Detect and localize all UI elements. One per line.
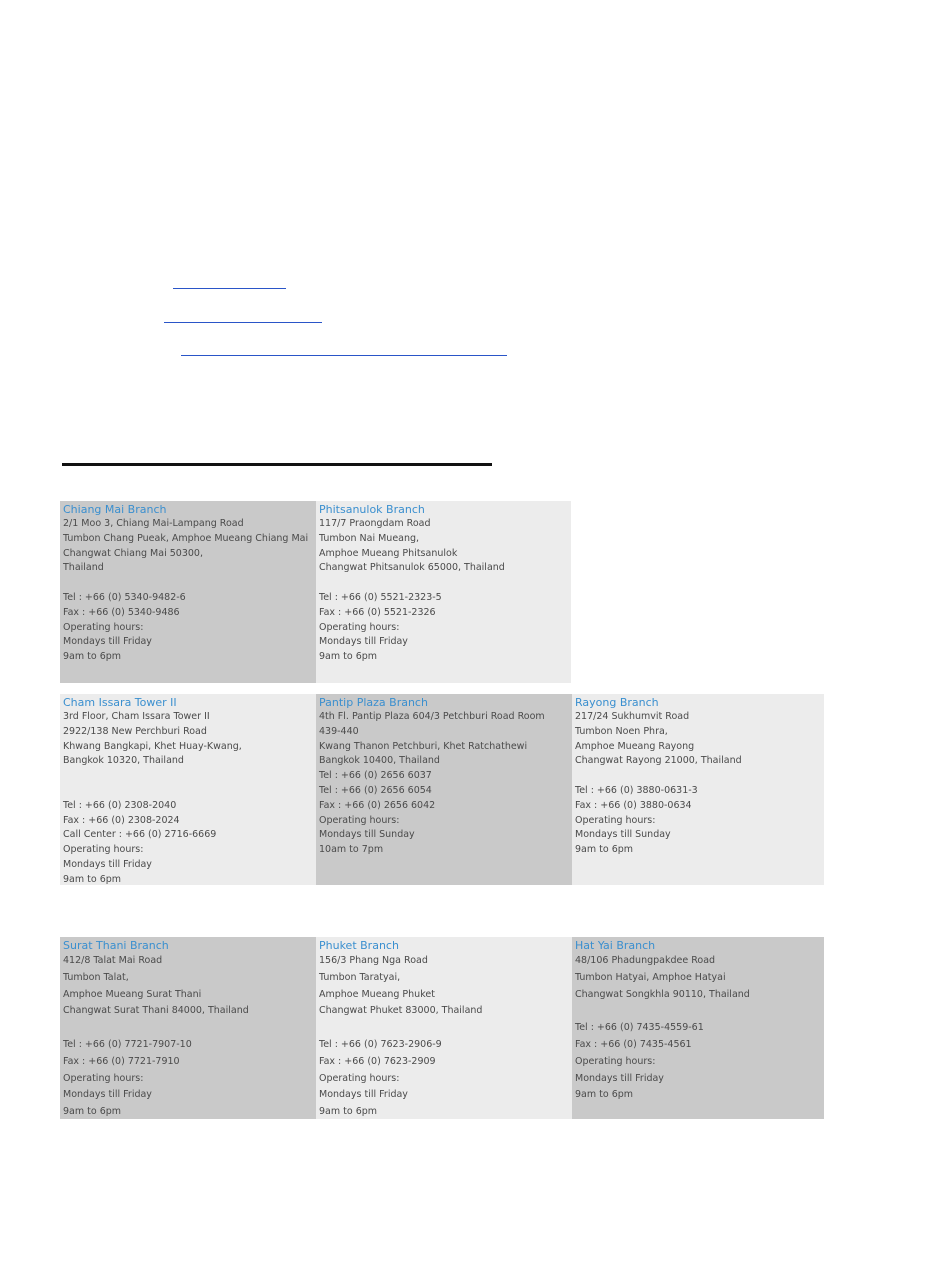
branch-text: 156/3 Phang Nga Road — [319, 955, 428, 966]
branch-title[interactable]: Phitsanulok Branch — [319, 503, 425, 516]
branch-text: Operating hours: — [319, 814, 400, 826]
branch-text: Operating hours: — [319, 621, 400, 633]
branch-text: 9am to 6pm — [319, 651, 378, 663]
branch-text: Tumbon Hatyai, Amphoe Hatyai — [575, 971, 726, 983]
branch-text: Tumbon Taratyai, — [319, 971, 401, 983]
branch-text: Tel : +66 (0) 7435-4559-61 — [575, 1022, 704, 1034]
branch-text: Bangkok 10400, Thailand — [319, 755, 440, 767]
branch-text: Tumbon Talat, — [63, 971, 129, 983]
branch-text: Tel : +66 (0) 7721-7907-10 — [63, 1038, 192, 1050]
branch-text: 3rd Floor, Cham Issara Tower II — [63, 711, 210, 722]
branch-text: Fax : +66 (0) 7623-2909 — [319, 1055, 436, 1067]
branch-text: Mondays till Friday — [319, 1089, 408, 1101]
branch-text: Fax : +66 (0) 5521-2326 — [319, 606, 436, 618]
branch-text: 4th Fl. Pantip Plaza 604/3 Petchburi Road Room — [319, 711, 545, 722]
branch-text: Thailand — [63, 562, 104, 574]
section-divider — [62, 463, 492, 466]
branch-text: Mondays till Sunday — [575, 829, 671, 841]
branch-text: Tel : +66 (0) 2656 6037 — [319, 770, 432, 782]
branch-text: 9am to 6pm — [63, 651, 122, 663]
branch-text: 9am to 6pm — [63, 1106, 122, 1118]
branch-title[interactable]: Rayong Branch — [575, 696, 659, 709]
branch-text: 9am to 6pm — [63, 873, 122, 885]
branch-text: Changwat Rayong 21000, Thailand — [575, 755, 742, 767]
branch-text: Changwat Phitsanulok 65000, Thailand — [319, 562, 505, 574]
branch-text: Tumbon Noen Phra, — [575, 725, 668, 737]
branch-text: Operating hours: — [575, 814, 656, 826]
branch-title[interactable]: Cham Issara Tower II — [63, 696, 177, 709]
branch-text: Operating hours: — [319, 1072, 400, 1084]
branch-text: Kwang Thanon Petchburi, Khet Ratchathewi — [319, 740, 528, 752]
branch-text: Amphoe Mueang Phuket — [319, 988, 435, 1000]
branch-text: 9am to 6pm — [575, 844, 634, 856]
branch-text: Mondays till Friday — [319, 636, 408, 648]
branch-text: Mondays till Friday — [63, 636, 152, 648]
link-underline[interactable] — [164, 322, 322, 323]
branch-text: Tel : +66 (0) 3880-0631-3 — [575, 784, 698, 796]
branch-card-chiang-mai — [60, 501, 316, 683]
branch-text: Fax : +66 (0) 7435-4561 — [575, 1038, 692, 1050]
branch-text: Tel : +66 (0) 7623-2906-9 — [319, 1038, 442, 1050]
branch-title[interactable]: Hat Yai Branch — [575, 939, 656, 952]
branch-text — [575, 769, 822, 784]
branch-text: Fax : +66 (0) 3880-0634 — [575, 799, 692, 811]
branch-card-pantip-plaza — [316, 694, 572, 885]
branch-text — [63, 784, 314, 799]
branch-text: 10am to 7pm — [319, 844, 384, 856]
branch-card-phitsanulok — [316, 501, 571, 683]
branch-text: Call Center : +66 (0) 2716-6669 — [63, 829, 217, 841]
branch-text: Khwang Bangkapi, Khet Huay-Kwang, — [63, 740, 242, 752]
branch-text: 117/7 Praongdam Road — [319, 518, 431, 529]
branch-text: 2/1 Moo 3, Chiang Mai-Lampang Road — [63, 518, 244, 529]
branch-text — [319, 576, 569, 591]
link-underline[interactable] — [173, 288, 286, 289]
branch-card-cham-issara — [60, 694, 316, 885]
branch-text: Bangkok 10320, Thailand — [63, 755, 184, 767]
branch-text: Tel : +66 (0) 2656 6054 — [319, 784, 432, 796]
branch-text: Mondays till Sunday — [319, 829, 415, 841]
branch-text: Tumbon Nai Mueang, — [319, 532, 420, 544]
branch-text: Operating hours: — [575, 1055, 656, 1067]
branch-text: Changwat Chiang Mai 50300, — [63, 547, 203, 559]
branch-text — [63, 576, 314, 591]
branch-card-hat-yai — [572, 937, 824, 1119]
branch-text: Operating hours: — [63, 844, 144, 856]
branch-text: 412/8 Talat Mai Road — [63, 955, 163, 966]
branch-text: Amphoe Mueang Surat Thani — [63, 988, 202, 1000]
branch-text: Operating hours: — [63, 621, 144, 633]
branch-title[interactable]: Phuket Branch — [319, 939, 399, 952]
branch-text: 2922/138 New Perchburi Road — [63, 725, 207, 737]
branch-text: Fax : +66 (0) 2308-2024 — [63, 814, 180, 826]
branch-text — [63, 769, 314, 784]
branch-text: 217/24 Sukhumvit Road — [575, 711, 690, 722]
branch-text: Changwat Songkhla 90110, Thailand — [575, 988, 750, 1000]
branch-text: Mondays till Friday — [63, 858, 152, 870]
branch-text: 9am to 6pm — [319, 1106, 378, 1118]
branch-text: Tel : +66 (0) 5521-2323-5 — [319, 591, 442, 603]
branch-text: Tumbon Chang Pueak, Amphoe Mueang Chiang Mai — [63, 532, 309, 544]
branch-text — [319, 1020, 570, 1037]
branch-card-surat-thani — [60, 937, 316, 1119]
branch-text — [63, 1020, 314, 1037]
branch-text: Amphoe Mueang Phitsanulok — [319, 547, 458, 559]
branch-text: Mondays till Friday — [575, 1072, 664, 1084]
branch-text: Fax : +66 (0) 5340-9486 — [63, 606, 180, 618]
branch-text: Mondays till Friday — [63, 1089, 152, 1101]
branch-text — [575, 1003, 822, 1020]
branch-text: Changwat Phuket 83000, Thailand — [319, 1005, 483, 1017]
branch-card-phuket — [316, 937, 572, 1119]
branch-text: Tel : +66 (0) 5340-9482-6 — [63, 591, 186, 603]
branch-text: 48/106 Phadungpakdee Road — [575, 955, 716, 966]
branch-text: 9am to 6pm — [575, 1089, 634, 1101]
branch-text: Amphoe Mueang Rayong — [575, 740, 695, 752]
branch-title[interactable]: Pantip Plaza Branch — [319, 696, 428, 709]
branch-card-rayong — [572, 694, 824, 885]
branch-text: Tel : +66 (0) 2308-2040 — [63, 799, 177, 811]
branch-text: Operating hours: — [63, 1072, 144, 1084]
link-underline[interactable] — [181, 355, 507, 356]
branch-title[interactable]: Chiang Mai Branch — [63, 503, 167, 516]
branch-text: Changwat Surat Thani 84000, Thailand — [63, 1005, 249, 1017]
branch-text: Fax : +66 (0) 2656 6042 — [319, 799, 436, 811]
branch-text: Fax : +66 (0) 7721-7910 — [63, 1055, 180, 1067]
branch-title[interactable]: Surat Thani Branch — [63, 939, 169, 952]
branch-text: 439-440 — [319, 725, 359, 737]
